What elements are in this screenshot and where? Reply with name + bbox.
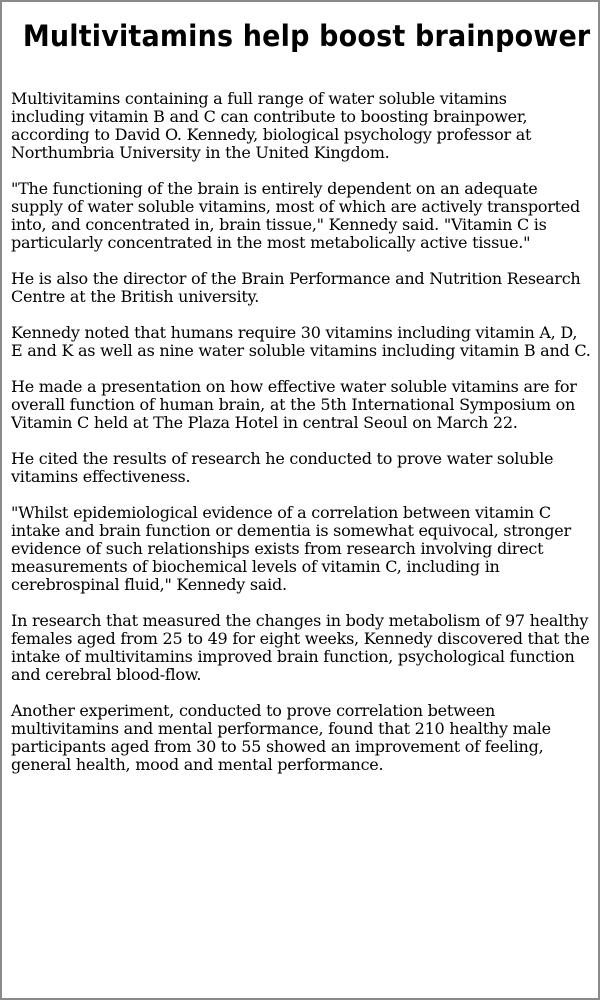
article-paragraph-1: Multivitamins containing a full range of water soluble vitamins including vitamin B and C can contribute to boosting brainpower, according to David O. Kennedy, biological psychology professor at Northumbria University in the United Kingdom. — [11, 89, 532, 162]
article-title: Multivitamins help boost brainpower — [22, 19, 591, 53]
article-body — [11, 90, 600, 792]
article-paragraph-8: In research that measured the changes in body metabolism of 97 healthy females aged from 25 to 49 for eight weeks, Kennedy discovered that the intake of multivitamins improved brain function, psychological function and cerebral blood-flow. — [11, 611, 590, 684]
article-paragraph-2: "The functioning of the brain is entirely dependent on an adequate supply of water soluble vitamins, most of which are actively transported into, and concentrated in, brain tissue," Kennedy said. "Vitamin C is particularly concentrated in the most metabolically active tissue." — [11, 179, 581, 252]
article-paragraph-5: He made a presentation on how effective water soluble vitamins are for overall function of human brain, at the 5th International Symposium on Vitamin C held at The Plaza Hotel in central Seoul on March 22. — [11, 377, 577, 432]
article-paragraph-9: Another experiment, conducted to prove correlation between multivitamins and mental performance, found that 210 healthy male participants aged from 30 to 55 showed an improvement of feeling, general health, mood and mental performance. — [11, 701, 551, 774]
article-paragraph-6: He cited the results of research he conducted to prove water soluble vitamins effectiveness. — [11, 449, 554, 486]
article-paragraph-7: "Whilst epidemiological evidence of a correlation between vitamin C intake and brain function or dementia is somewhat equivocal, stronger evidence of such relationships exists from research involving direct measurements of biochemical levels of vitamin C, including in cerebrospinal fluid," Kennedy said. — [11, 503, 571, 594]
article-paragraph-4: Kennedy noted that humans require 30 vitamins including vitamin A, D, E and K as well as nine water soluble vitamins including vitamin B and C. — [11, 323, 591, 360]
article-paragraph-3: He is also the director of the Brain Performance and Nutrition Research Centre at the British university. — [11, 269, 581, 306]
